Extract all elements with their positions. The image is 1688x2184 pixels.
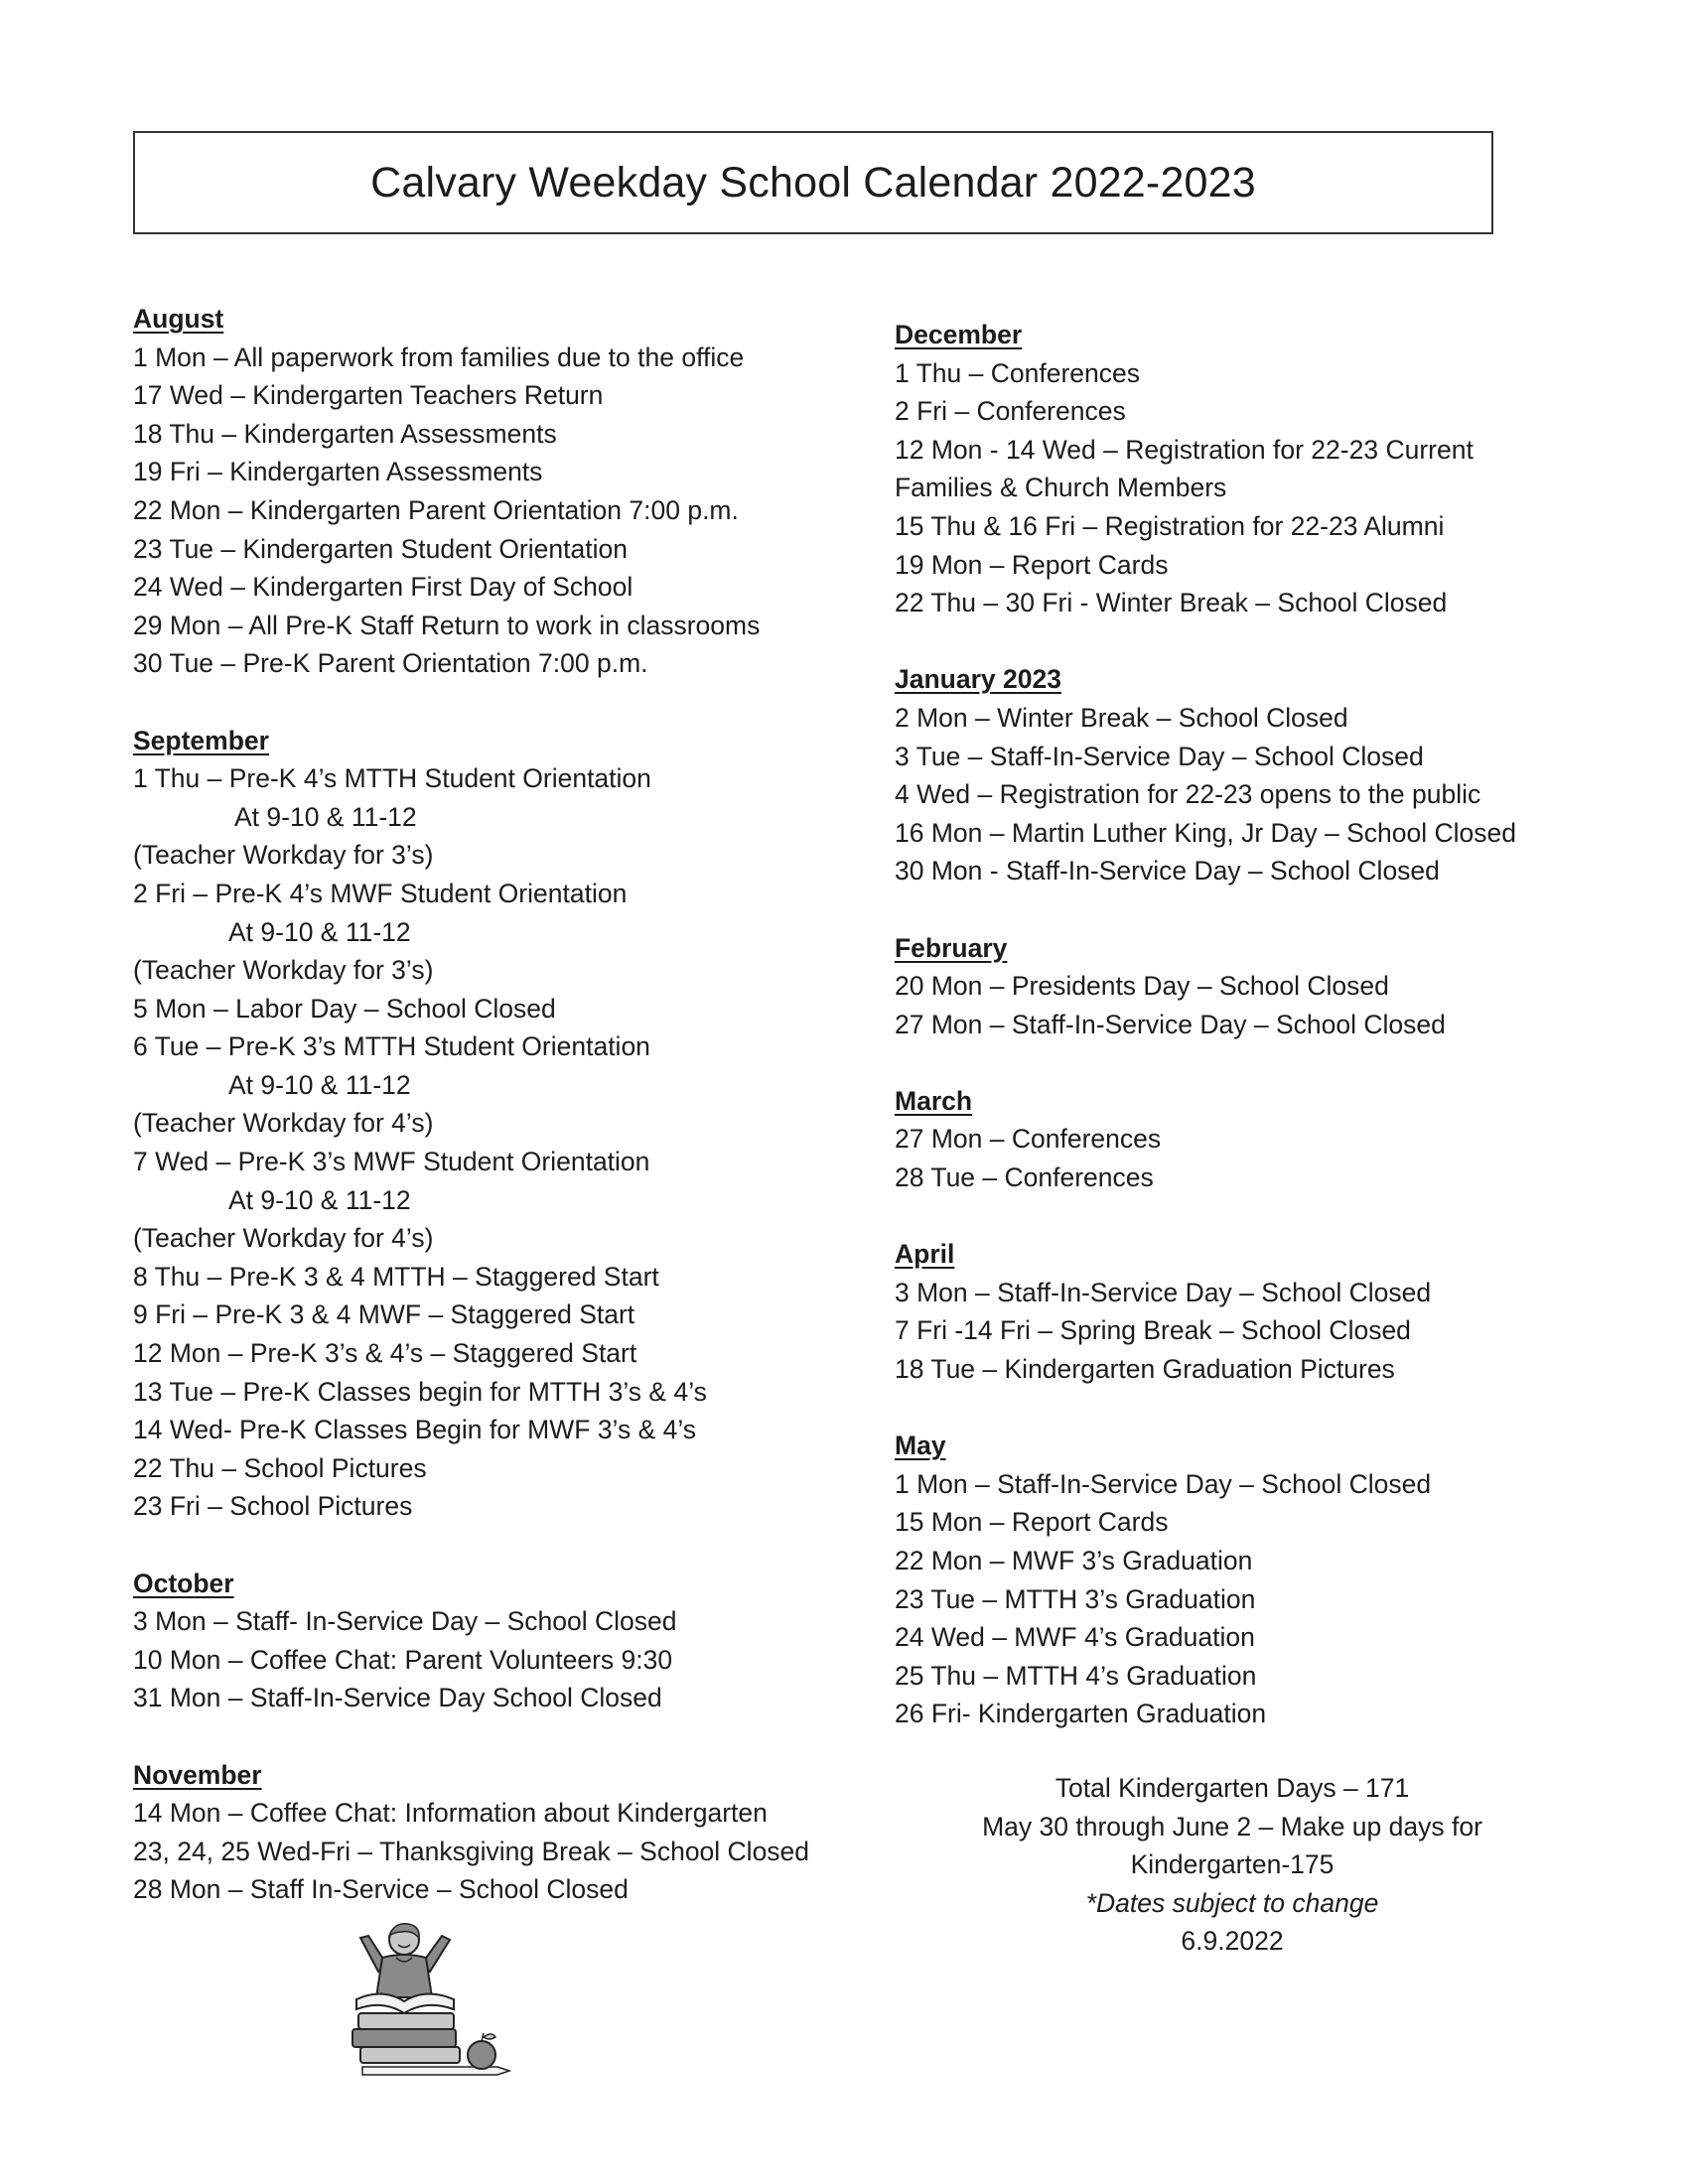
month-heading: December [895,320,1023,349]
entry-time-detail: At 9-10 & 11-12 [228,916,411,947]
clipart-apple-stem [482,2033,495,2041]
calendar-entry: 12 Mon – Pre-K 3’s & 4’s – Staggered Start [133,1338,637,1369]
calendar-entry: 25 Thu – MTTH 4’s Graduation [895,1660,1257,1691]
page-title: Calvary Weekday School Calendar 2022-2023 [370,158,1256,206]
calendar-entry: 22 Thu – School Pictures [133,1452,427,1483]
revision-date: 6.9.2022 [1181,1926,1284,1957]
month-heading: November [133,1759,262,1790]
calendar-entry: 26 Fri- Kindergarten Graduation [895,1699,1267,1729]
month-section-october [133,1565,888,1717]
dates-disclaimer: *Dates subject to change [1085,1887,1379,1918]
entry-note: (Teacher Workday for 3’s) [133,955,434,986]
clipart-book-2 [352,2029,456,2047]
calendar-entry: 10 Mon – Coffee Chat: Parent Volunteers 9:30 [133,1644,673,1675]
calendar-entry: 27 Mon – Conferences [895,1124,1162,1155]
calendar-entry: 22 Mon – Kindergarten Parent Orientation 7:00 p.m. [133,494,739,525]
calendar-entry: 1 Thu – Pre-K 4’s MTTH Student Orientation [133,763,651,794]
calendar-entry: 12 Mon - 14 Wed – Registration for 22-23 Current [895,434,1474,465]
month-heading: September [133,725,269,755]
calendar-entry: 2 Fri – Conferences [895,396,1126,427]
calendar-entry: 1 Mon – Staff-In-Service Day – School Closed [895,1468,1432,1499]
month-section-may [895,1427,1610,1733]
entry-note: (Teacher Workday for 3’s) [133,840,434,871]
calendar-entry: 4 Wed – Registration for 22-23 opens to the public [895,779,1481,810]
calendar-entry: 29 Mon – All Pre-K Staff Return to work in classrooms [133,610,761,640]
calendar-entry: 9 Fri – Pre-K 3 & 4 MWF – Staggered Start [133,1299,635,1330]
calendar-entry: 30 Tue – Pre-K Parent Orientation 7:00 p.m. [133,648,648,679]
month-section-april [895,1235,1610,1388]
calendar-entry: 1 Mon – All paperwork from families due to the office [133,341,745,372]
calendar-entry: 15 Mon – Report Cards [895,1507,1169,1538]
month-section-december [895,316,1610,622]
calendar-entry: 27 Mon – Staff-In-Service Day – School Closed [895,1009,1446,1039]
calendar-entry: 14 Wed- Pre-K Classes Begin for MWF 3’s & 4’s [133,1415,697,1445]
entry-time-detail: At 9-10 & 11-12 [228,1069,411,1100]
calendar-entry: 20 Mon – Presidents Day – School Closed [895,971,1389,1002]
calendar-entry: 28 Tue – Conferences [895,1162,1154,1193]
calendar-entry: 8 Thu – Pre-K 3 & 4 MTTH – Staggered Start [133,1261,659,1292]
calendar-entry: 1 Thu – Conferences [895,357,1141,388]
calendar-entry: 18 Thu – Kindergarten Assessments [133,418,557,449]
clipart-book-3 [360,2047,460,2063]
clipart-book-1 [358,2013,454,2029]
calendar-entry: 3 Tue – Staff-In-Service Day – School Closed [895,741,1424,771]
footer-notes [895,1769,1570,1961]
makeup-days-line-1: May 30 through June 2 – Make up days for [982,1811,1482,1842]
right-column [895,316,1610,1772]
month-heading: March [895,1085,973,1116]
month-section-february [895,929,1610,1044]
calendar-entry: 14 Mon – Coffee Chat: Information about Kindergarten [133,1798,768,1829]
calendar-entry: 17 Wed – Kindergarten Teachers Return [133,380,604,411]
calendar-entry: 24 Wed – Kindergarten First Day of School [133,572,633,603]
clipart-apple [468,2041,495,2069]
calendar-entry: 7 Wed – Pre-K 3’s MWF Student Orientation [133,1147,650,1177]
calendar-entry: 18 Tue – Kindergarten Graduation Pictures [895,1354,1395,1385]
calendar-entry: 30 Mon - Staff-In-Service Day – School Closed [895,856,1440,887]
entry-time-detail: At 9-10 & 11-12 [228,1184,411,1215]
title-box [133,131,1493,234]
calendar-entry: 23 Tue – MTTH 3’s Graduation [895,1583,1256,1614]
left-column [133,300,888,1948]
child-on-books-with-apple-icon [343,1914,521,2083]
month-heading: October [133,1568,234,1598]
calendar-entry: 3 Mon – Staff-In-Service Day – School Closed [895,1277,1432,1307]
calendar-entry: 5 Mon – Labor Day – School Closed [133,993,556,1024]
month-section-november [133,1756,888,1909]
calendar-entry: 2 Fri – Pre-K 4’s MWF Student Orientation [133,878,628,908]
calendar-entry: 16 Mon – Martin Luther King, Jr Day – School Closed [895,817,1517,848]
month-heading: January 2023 [895,664,1061,695]
entry-note: (Teacher Workday for 4’s) [133,1108,434,1139]
calendar-entry: 3 Mon – Staff- In-Service Day – School Closed [133,1606,677,1637]
calendar-entry: 15 Thu & 16 Fri – Registration for 22-23 Alumni [895,510,1445,541]
month-section-january-2023 [895,660,1610,890]
month-section-september [133,722,888,1526]
calendar-entry: 7 Fri -14 Fri – Spring Break – School Closed [895,1315,1411,1346]
calendar-entry: 23 Tue – Kindergarten Student Orientation [133,533,628,564]
month-heading: August [133,304,224,334]
total-kindergarten-days: Total Kindergarten Days – 171 [1055,1773,1410,1803]
calendar-entry: 23, 24, 25 Wed-Fri – Thanksgiving Break – School Closed [133,1836,810,1866]
entry-note: Families & Church Members [895,473,1227,503]
entry-note: (Teacher Workday for 4’s) [133,1223,434,1254]
month-section-august [133,300,888,683]
makeup-days-line-2: Kindergarten-175 [1130,1849,1335,1880]
month-section-march [895,1082,1610,1197]
calendar-entry: 19 Mon – Report Cards [895,549,1169,580]
month-heading: February [895,932,1008,963]
calendar-entry: 28 Mon – Staff In-Service – School Closed [133,1874,629,1905]
calendar-entry: 24 Wed – MWF 4’s Graduation [895,1622,1255,1653]
calendar-entry: 22 Mon – MWF 3’s Graduation [895,1546,1253,1575]
month-heading: May [895,1431,946,1461]
calendar-entry: 23 Fri – School Pictures [133,1491,413,1522]
calendar-entry: 6 Tue – Pre-K 3’s MTTH Student Orientation [133,1031,650,1062]
calendar-entry: 31 Mon – Staff-In-Service Day School Closed [133,1683,662,1713]
entry-time-detail: At 9-10 & 11-12 [234,801,417,832]
calendar-entry: 13 Tue – Pre-K Classes begin for MTTH 3’s & 4’s [133,1376,707,1407]
calendar-entry: 19 Fri – Kindergarten Assessments [133,457,543,487]
calendar-entry: 2 Mon – Winter Break – School Closed [895,702,1348,733]
calendar-entry: 22 Thu – 30 Fri - Winter Break – School Closed [895,588,1448,618]
month-heading: April [895,1239,955,1270]
